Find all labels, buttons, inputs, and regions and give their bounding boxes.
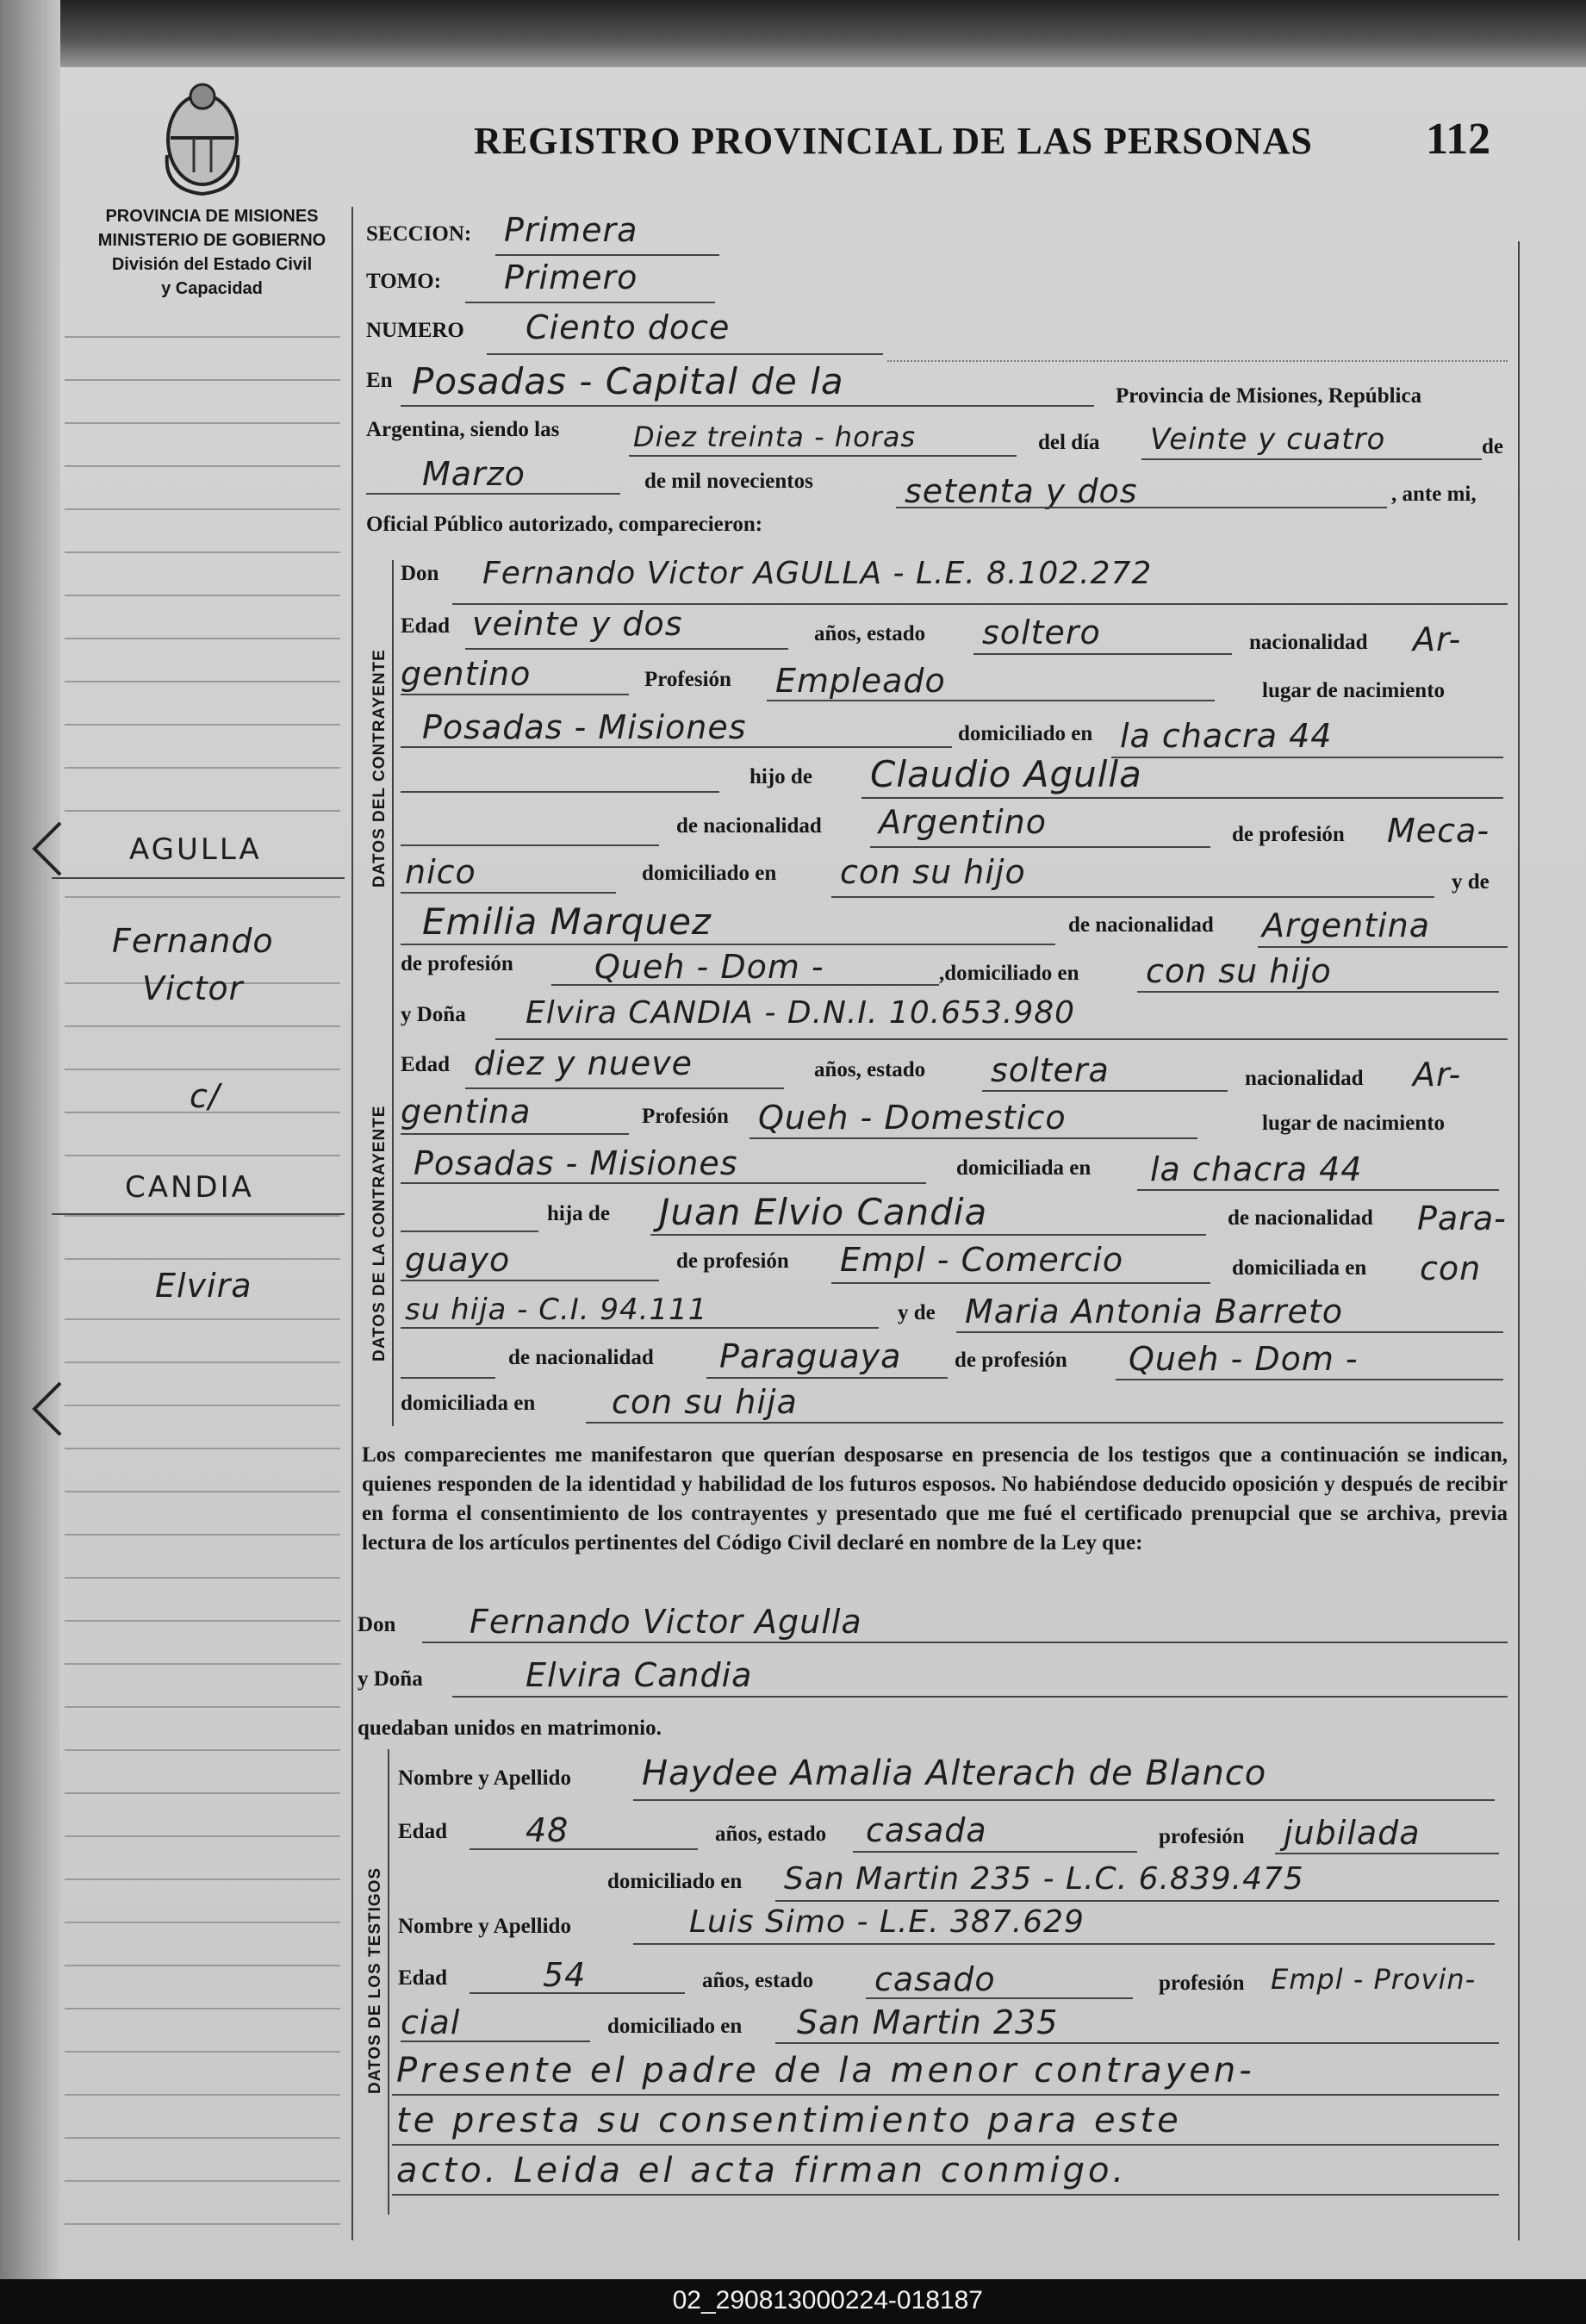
rule <box>896 507 1387 508</box>
margin-rule <box>65 1835 340 1837</box>
witness2-profesion-a: Empl - Provin- <box>1271 1963 1477 1996</box>
rule <box>973 653 1232 655</box>
rule <box>831 1282 1210 1284</box>
margin-rule <box>65 1749 340 1751</box>
bride-father-nac-b: guayo <box>405 1241 511 1279</box>
rule <box>401 1327 879 1329</box>
margin-rule <box>65 810 340 812</box>
rule <box>401 791 719 793</box>
bride-mother: Maria Antonia Barreto <box>965 1293 1343 1330</box>
rule <box>392 2144 1499 2146</box>
domiciliado-label-3: ,domiciliado en <box>939 962 1079 985</box>
side-label-contrayente: DATOS DEL CONTRAYENTE <box>370 649 389 888</box>
domiciliado-label-w2: domiciliado en <box>607 2015 743 2038</box>
bride-nac-b: gentina <box>401 1093 532 1131</box>
groom-father-prof-b: nico <box>405 853 476 891</box>
bride-father-nac-a: Para- <box>1417 1199 1507 1237</box>
edad-label-w1: Edad <box>398 1820 447 1843</box>
rule <box>401 1280 659 1281</box>
institution-line-3: División del Estado Civil <box>111 255 313 274</box>
nacionalidad-label: nacionalidad <box>1249 631 1368 654</box>
rule <box>982 1090 1228 1092</box>
rule <box>775 2042 1499 2044</box>
section-divider <box>388 1749 389 2215</box>
institution-line-1: PROVINCIA DE MISIONES <box>105 207 319 226</box>
rule <box>1275 1853 1499 1854</box>
rule <box>465 302 715 303</box>
de-mil-label: de mil novecientos <box>644 470 813 493</box>
margin-rule <box>65 1491 340 1492</box>
groom-name: Fernando Victor AGULLA - L.E. 8.102.272 <box>482 556 1153 591</box>
union-groom: Fernando Victor Agulla <box>470 1603 862 1641</box>
oficial-text: Oficial Público autorizado, comparecieron: <box>366 513 763 536</box>
margin-rule <box>65 422 340 424</box>
de-nacionalidad-label-2: de nacionalidad <box>1068 913 1214 937</box>
profesion-label-w1: profesión <box>1159 1825 1245 1848</box>
rule <box>866 1997 1133 1999</box>
place-value: Posadas - Capital de la <box>412 360 844 402</box>
year-value: setenta y dos <box>905 472 1138 510</box>
rule <box>853 1851 1137 1853</box>
margin-rule <box>65 1663 340 1665</box>
note-line-3: acto. Leida el acta firman conmigo. <box>396 2151 1128 2190</box>
witness1-profesion: jubilada <box>1284 1814 1421 1852</box>
groom-mother-dom: con su hijo <box>1146 952 1332 990</box>
argentina-text: Argentina, siendo las <box>366 418 560 441</box>
rule <box>452 1696 1508 1698</box>
margin-rule <box>65 1318 340 1320</box>
margin-rule <box>65 2180 340 2182</box>
dia-label: del día <box>1038 431 1100 454</box>
rule <box>1258 946 1508 948</box>
witness1-age: 48 <box>526 1811 569 1849</box>
edad-label-w2: Edad <box>398 1966 447 1990</box>
witness2-name: Luis Simo - L.E. 387.629 <box>689 1904 1085 1940</box>
margin-rule <box>65 2008 340 2009</box>
margin-rule <box>65 681 340 682</box>
page-top-shadow <box>0 0 1586 67</box>
rule <box>495 1038 1508 1040</box>
rule <box>629 455 1017 457</box>
margin-rule <box>65 1965 340 1966</box>
margin-rule <box>65 1879 340 1880</box>
bride-father-dom-b: su hija - C.I. 94.111 <box>405 1293 708 1327</box>
de-label: de <box>1482 435 1503 458</box>
domiciliado-label-w1: domiciliado en <box>607 1870 743 1893</box>
y-de-label-2: y de <box>898 1301 936 1324</box>
province-text: Provincia de Misiones, República <box>1116 384 1422 408</box>
margin-connector: c/ <box>190 1077 221 1115</box>
bride-profesion: Queh - Domestico <box>758 1099 1067 1137</box>
rule <box>401 694 629 695</box>
margin-rule <box>65 767 340 769</box>
month-value: Marzo <box>422 455 526 493</box>
rule <box>1116 1379 1503 1380</box>
tomo-value: Primero <box>504 259 638 296</box>
rule <box>401 844 659 846</box>
rule <box>401 892 616 894</box>
rule <box>401 1377 495 1379</box>
witness1-estado: casada <box>866 1811 987 1849</box>
profesion-label-2: Profesión <box>642 1105 729 1128</box>
rule <box>465 648 788 650</box>
rule <box>831 896 1434 898</box>
rule <box>465 1087 784 1089</box>
rule <box>870 846 1210 848</box>
bride-father-prof: Empl - Comercio <box>840 1241 1124 1279</box>
rule <box>586 1422 1503 1424</box>
rule <box>633 1799 1495 1801</box>
institution-line-4: y Capacidad <box>161 279 263 298</box>
dotted-rule <box>887 360 1508 362</box>
rule <box>551 984 939 986</box>
margin-rule <box>65 724 340 726</box>
margin-rule <box>65 638 340 639</box>
rule <box>401 405 1094 407</box>
margin-rule <box>65 2137 340 2139</box>
bride-mother-prof: Queh - Dom - <box>1129 1340 1359 1378</box>
rule <box>1137 1189 1499 1191</box>
folio-number: 112 <box>1426 115 1491 164</box>
rule <box>706 1377 948 1379</box>
margin-rule <box>65 1258 340 1260</box>
margin-rule <box>65 1534 340 1536</box>
bride-mother-nac: Paraguaya <box>719 1337 902 1375</box>
groom-father-nac: Argentino <box>879 803 1047 841</box>
margin-rule <box>65 2051 340 2053</box>
margin-surname-groom: AGULLA <box>129 832 262 867</box>
margin-divider <box>52 877 345 879</box>
groom-mother: Emilia Marquez <box>422 900 712 943</box>
margin-rule <box>65 1215 340 1217</box>
page-title: REGISTRO PROVINCIAL DE LAS PERSONAS <box>474 120 1313 162</box>
bride-father-dom-a: con <box>1420 1249 1482 1287</box>
don-label: Don <box>401 562 439 585</box>
margin-rule <box>65 1448 340 1449</box>
rule <box>401 746 952 748</box>
margin-rule <box>65 595 340 596</box>
margin-rule <box>65 1922 340 1923</box>
numero-value: Ciento doce <box>526 308 731 346</box>
margin-given-groom-2: Victor <box>142 969 244 1007</box>
footer-id: 02_290813000224-018187 <box>672 2286 983 2315</box>
groom-father-prof-a: Meca- <box>1387 812 1490 850</box>
margin-rule <box>65 1405 340 1406</box>
bride-name: Elvira CANDIA - D.N.I. 10.653.980 <box>526 995 1076 1031</box>
margin-rule <box>65 896 340 898</box>
rule <box>749 1137 1197 1139</box>
nombre-label-1: Nombre y Apellido <box>398 1766 571 1790</box>
bride-mother-dom: con su hija <box>612 1383 798 1421</box>
witness1-domicilio: San Martin 235 - L.C. 6.839.475 <box>784 1861 1304 1897</box>
bride-nac-a: Ar- <box>1413 1056 1462 1093</box>
margin-given-bride: Elvira <box>155 1267 252 1305</box>
bride-estado: soltera <box>991 1051 1110 1089</box>
rule <box>487 353 883 355</box>
rule <box>401 1133 629 1135</box>
margin-rule <box>65 1706 340 1708</box>
witness2-age: 54 <box>543 1956 587 1994</box>
de-nacionalidad-label-4: de nacionalidad <box>508 1346 654 1369</box>
don-label-2: Don <box>358 1613 396 1636</box>
witness2-estado: casado <box>874 1960 996 1998</box>
rule <box>401 2041 590 2042</box>
rule <box>1137 991 1499 993</box>
section-divider <box>392 560 394 1426</box>
de-profesion-label-3: de profesión <box>676 1249 789 1273</box>
bracket-mark-icon <box>17 819 69 879</box>
rule <box>1111 757 1503 758</box>
margin-given-groom-1: Fernando <box>112 922 274 960</box>
anos-estado-label: años, estado <box>814 622 926 645</box>
groom-lugar: Posadas - Misiones <box>422 708 747 746</box>
rule <box>775 1900 1499 1902</box>
margin-rule <box>65 508 340 510</box>
bride-father: Juan Elvio Candia <box>659 1191 988 1233</box>
side-label-contrayente-f: DATOS DE LA CONTRAYENTE <box>370 1105 389 1361</box>
right-border <box>1518 241 1520 2240</box>
margin-rule <box>65 1361 340 1363</box>
margin-rule <box>65 1792 340 1794</box>
de-profesion-label-2: de profesión <box>401 952 513 975</box>
tomo-label: TOMO: <box>366 270 442 293</box>
bride-age: diez y nueve <box>474 1044 693 1082</box>
margin-rule <box>65 1155 340 1156</box>
bride-domicilio: la chacra 44 <box>1150 1150 1363 1188</box>
groom-father-dom: con su hijo <box>840 853 1026 891</box>
margin-divider <box>52 1213 345 1215</box>
de-nacionalidad-label-3: de nacionalidad <box>1228 1206 1373 1230</box>
margin-rule <box>65 2223 340 2225</box>
groom-domicilio: la chacra 44 <box>1120 717 1333 755</box>
rule <box>1141 458 1482 460</box>
groom-age: veinte y dos <box>472 605 683 643</box>
rule <box>366 493 620 495</box>
edad-label-2: Edad <box>401 1053 450 1076</box>
lugar-label-2: lugar de nacimiento <box>1262 1112 1446 1135</box>
rule <box>470 1848 698 1850</box>
rule <box>401 944 1055 945</box>
hijo-de-label: hijo de <box>749 765 812 788</box>
witness2-profesion-b: cial <box>401 2003 461 2041</box>
margin-rule <box>65 379 340 381</box>
rule <box>633 1943 1495 1945</box>
rule <box>422 1642 1508 1643</box>
note-line-1: Presente el padre de la menor contrayen- <box>396 2051 1255 2090</box>
anos-estado-label-w1: años, estado <box>715 1822 827 1846</box>
coat-of-arms-icon <box>155 69 250 198</box>
rule <box>470 1992 685 1994</box>
margin-rule <box>65 2094 340 2096</box>
bride-lugar: Posadas - Misiones <box>414 1144 738 1182</box>
profesion-label: Profesión <box>644 668 731 691</box>
anos-estado-label-w2: años, estado <box>702 1969 814 1992</box>
bracket-mark-icon <box>17 1379 69 1439</box>
domiciliado-label: domiciliado en <box>958 722 1093 745</box>
margin-surname-bride: CANDIA <box>125 1170 254 1205</box>
groom-profesion: Empleado <box>775 662 946 700</box>
de-profesion-label-4: de profesión <box>955 1349 1067 1372</box>
margin-rule <box>65 1025 340 1027</box>
institution-line-2: MINISTERIO DE GOBIERNO <box>97 231 327 250</box>
groom-mother-nac: Argentina <box>1262 907 1431 944</box>
de-nacionalidad-label: de nacionalidad <box>676 814 822 838</box>
groom-mother-prof: Queh - Dom - <box>594 948 824 986</box>
note-line-2: te presta su consentimiento para este <box>396 2101 1182 2140</box>
anos-estado-label-2: años, estado <box>814 1058 926 1081</box>
rule <box>401 1182 926 1184</box>
lugar-label: lugar de nacimiento <box>1262 679 1446 702</box>
witness1-name: Haydee Amalia Alterach de Blanco <box>642 1754 1267 1793</box>
seccion-value: Primera <box>504 211 638 249</box>
witness2-domicilio: San Martin 235 <box>797 2003 1059 2041</box>
groom-father: Claudio Agulla <box>870 753 1142 795</box>
groom-estado: soltero <box>982 614 1101 651</box>
margin-rule <box>65 1577 340 1579</box>
left-border <box>351 207 353 2240</box>
domiciliada-label-2: domiciliada en <box>1232 1256 1367 1280</box>
rule <box>392 2094 1499 2096</box>
seccion-label: SECCION: <box>366 222 472 246</box>
numero-label: NUMERO <box>366 319 464 342</box>
y-dona-label-2: y Doña <box>358 1667 423 1691</box>
quedaban-text: quedaban unidos en matrimonio. <box>358 1717 662 1740</box>
domiciliado-label-2: domiciliado en <box>642 862 777 885</box>
rule <box>956 1331 1503 1333</box>
nombre-label-2: Nombre y Apellido <box>398 1915 571 1938</box>
rule <box>861 797 1503 799</box>
rule <box>767 700 1215 701</box>
union-bride: Elvira Candia <box>526 1656 753 1694</box>
day-value: Veinte y cuatro <box>1150 422 1386 457</box>
edad-label: Edad <box>401 614 450 638</box>
y-de-label: y de <box>1452 870 1490 894</box>
en-label: En <box>366 369 393 392</box>
nacionalidad-label-2: nacionalidad <box>1245 1067 1364 1090</box>
domiciliada-label: domiciliada en <box>956 1156 1092 1180</box>
margin-rule <box>65 336 340 338</box>
margin-rule <box>65 551 340 553</box>
groom-nac-a: Ar- <box>1413 620 1462 658</box>
hija-de-label: hija de <box>547 1202 610 1225</box>
ante-mi-label: , ante mi, <box>1391 483 1477 506</box>
rule <box>401 1231 538 1232</box>
margin-rule <box>65 1620 340 1622</box>
groom-nac-b: gentino <box>401 655 532 693</box>
margin-rule <box>65 1069 340 1070</box>
rule <box>495 254 719 256</box>
profesion-label-w2: profesión <box>1159 1972 1245 1995</box>
margin-rule <box>65 465 340 467</box>
de-profesion-label: de profesión <box>1232 823 1345 846</box>
book-spine <box>0 0 60 2279</box>
hour-value: Diez treinta - horas <box>633 421 917 453</box>
domiciliada-label-3: domiciliada en <box>401 1392 536 1415</box>
rule <box>392 2194 1499 2196</box>
side-label-testigos: DATOS DE LOS TESTIGOS <box>366 1866 384 2094</box>
declaration-text: Los comparecientes me manifestaron que querían desposarse en presencia de los testigos que a continuación se indican, quienes responden de la identidad y habilidad de los futuros esposos. No habiéndose deducido oposición y después de recibir en forma el consentimiento de los contrayentes y presentado que me fué el certificado prenupcial que se archiva, previa lectura de los artículos pertinentes del Código Civil declaré en nombre de la Ley que: <box>362 1443 1508 1555</box>
y-dona-label: y Doña <box>401 1003 466 1026</box>
rule <box>650 1234 1206 1236</box>
